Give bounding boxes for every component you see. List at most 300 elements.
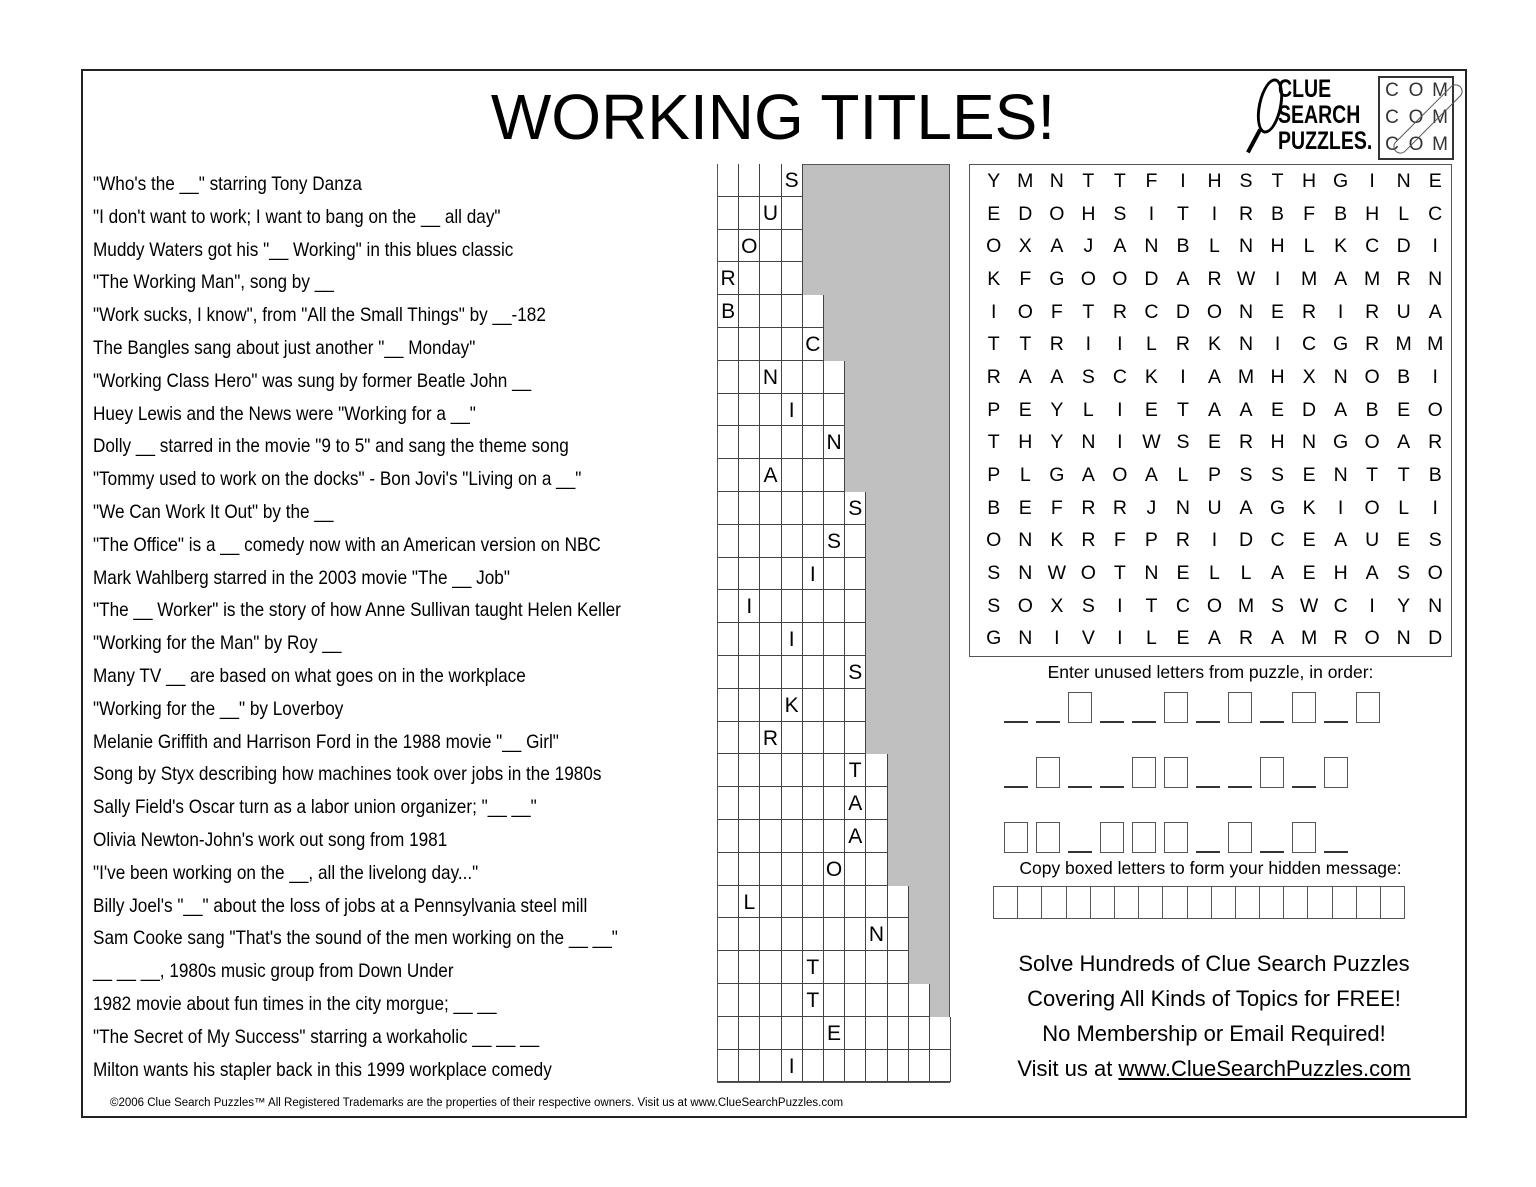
answer-cell[interactable] bbox=[760, 853, 781, 886]
answer-cell[interactable]: S bbox=[782, 164, 803, 197]
answer-cell[interactable] bbox=[739, 525, 760, 558]
answer-cell[interactable] bbox=[739, 394, 760, 427]
word-search-letter[interactable]: M bbox=[1427, 333, 1444, 356]
answer-cell[interactable] bbox=[718, 787, 739, 820]
answer-cell[interactable] bbox=[739, 853, 760, 886]
answer-cell[interactable] bbox=[739, 787, 760, 820]
answer-cell[interactable] bbox=[760, 689, 781, 722]
answer-cell[interactable] bbox=[866, 984, 887, 1017]
answer-cell[interactable] bbox=[824, 689, 845, 722]
word-search-letter[interactable]: O bbox=[1427, 562, 1443, 585]
answer-cell[interactable] bbox=[760, 951, 781, 984]
answer-cell[interactable] bbox=[739, 328, 760, 361]
letter-box[interactable] bbox=[1292, 692, 1316, 723]
word-search-letter[interactable]: T bbox=[1113, 562, 1126, 585]
word-search-letter[interactable]: L bbox=[1209, 562, 1220, 585]
answer-cell[interactable] bbox=[845, 918, 866, 951]
answer-cell[interactable] bbox=[782, 459, 803, 492]
word-search-letter[interactable]: O bbox=[1206, 594, 1223, 617]
word-search-letter[interactable]: S bbox=[1397, 562, 1411, 585]
word-search-letter[interactable]: H bbox=[1333, 562, 1348, 585]
word-search-letter[interactable]: I bbox=[1117, 398, 1123, 421]
message-box[interactable] bbox=[1212, 887, 1236, 918]
answer-cell[interactable] bbox=[760, 525, 781, 558]
word-search-letter[interactable]: K bbox=[1050, 529, 1064, 552]
word-search-letter[interactable]: S bbox=[1113, 202, 1127, 225]
word-search-letter[interactable]: G bbox=[1049, 267, 1065, 290]
answer-cell[interactable] bbox=[824, 558, 845, 591]
word-search-letter[interactable]: E bbox=[1302, 464, 1316, 487]
word-search-letter[interactable]: C bbox=[1175, 594, 1190, 617]
word-search-letter[interactable]: F bbox=[1019, 267, 1032, 290]
answer-cell[interactable] bbox=[909, 1050, 930, 1083]
answer-cell[interactable] bbox=[739, 754, 760, 787]
word-search-letter[interactable]: L bbox=[1303, 235, 1315, 258]
word-search-letter[interactable]: A bbox=[1207, 398, 1221, 421]
word-search-letter[interactable]: B bbox=[1365, 398, 1379, 421]
answer-cell[interactable] bbox=[803, 361, 824, 394]
answer-cell[interactable] bbox=[760, 230, 781, 263]
answer-cell[interactable] bbox=[888, 984, 909, 1017]
answer-cell[interactable]: E bbox=[824, 1017, 845, 1050]
answer-cell[interactable] bbox=[739, 689, 760, 722]
letter-box[interactable] bbox=[1164, 757, 1188, 788]
word-search-letter[interactable]: D bbox=[1018, 202, 1033, 225]
answer-cell[interactable] bbox=[760, 262, 781, 295]
word-search-letter[interactable]: E bbox=[1271, 300, 1285, 323]
word-search-letter[interactable]: I bbox=[1148, 202, 1155, 225]
word-search-letter[interactable]: E bbox=[1144, 398, 1158, 421]
answer-cell[interactable] bbox=[845, 623, 866, 656]
answer-cell[interactable] bbox=[760, 754, 781, 787]
word-search-letter[interactable]: C bbox=[1365, 235, 1380, 258]
answer-cell[interactable] bbox=[718, 656, 739, 689]
letter-box[interactable] bbox=[1260, 757, 1284, 788]
word-search-letter[interactable]: O bbox=[1206, 300, 1223, 323]
word-search-letter[interactable]: T bbox=[987, 431, 1000, 454]
answer-cell[interactable] bbox=[739, 722, 760, 755]
word-search-letter[interactable]: T bbox=[987, 333, 1000, 356]
answer-cell[interactable] bbox=[760, 984, 781, 1017]
answer-cell[interactable] bbox=[739, 262, 760, 295]
word-search-letter[interactable]: U bbox=[1365, 529, 1380, 552]
answer-cell[interactable] bbox=[824, 394, 845, 427]
answer-cell[interactable] bbox=[718, 853, 739, 886]
word-search-letter[interactable]: H bbox=[1302, 169, 1317, 192]
letter-blank[interactable] bbox=[1100, 721, 1124, 723]
word-search-letter[interactable]: N bbox=[1144, 562, 1159, 585]
answer-cell[interactable] bbox=[845, 689, 866, 722]
letter-blank[interactable] bbox=[1324, 851, 1348, 853]
answer-cell[interactable] bbox=[760, 394, 781, 427]
word-search-letter[interactable]: B bbox=[987, 496, 1001, 519]
word-search-letter[interactable]: A bbox=[1334, 267, 1348, 290]
word-search-letter[interactable]: G bbox=[1049, 464, 1065, 487]
letter-box[interactable] bbox=[1132, 822, 1156, 853]
message-box[interactable] bbox=[1357, 887, 1381, 918]
answer-cell[interactable] bbox=[718, 197, 739, 230]
word-search-letter[interactable]: T bbox=[1145, 594, 1158, 617]
answer-cell[interactable] bbox=[718, 689, 739, 722]
letter-box[interactable] bbox=[1132, 757, 1156, 788]
word-search-letter[interactable]: A bbox=[1176, 267, 1190, 290]
answer-cell[interactable] bbox=[718, 590, 739, 623]
answer-cell[interactable] bbox=[782, 230, 803, 263]
word-search-letter[interactable]: L bbox=[1145, 333, 1157, 356]
word-search-letter[interactable]: B bbox=[1397, 365, 1411, 388]
word-search-letter[interactable]: B bbox=[1271, 202, 1285, 225]
word-search-letter[interactable]: R bbox=[1112, 496, 1127, 519]
word-search-letter[interactable]: O bbox=[1427, 398, 1443, 421]
answer-cell[interactable] bbox=[803, 820, 824, 853]
answer-cell[interactable] bbox=[824, 492, 845, 525]
word-search-letter[interactable]: R bbox=[1238, 431, 1254, 454]
answer-cell[interactable] bbox=[760, 328, 781, 361]
word-search-letter[interactable]: C bbox=[1270, 529, 1285, 552]
word-search-letter[interactable]: I bbox=[1117, 594, 1123, 617]
message-box[interactable] bbox=[1091, 887, 1115, 918]
letter-box[interactable] bbox=[1100, 822, 1124, 853]
word-search-letter[interactable]: I bbox=[1369, 169, 1375, 192]
word-search-letter[interactable]: E bbox=[1302, 529, 1316, 552]
message-box[interactable] bbox=[1188, 887, 1212, 918]
answer-cell[interactable] bbox=[803, 689, 824, 722]
answer-cell[interactable] bbox=[718, 886, 739, 919]
answer-cell[interactable] bbox=[803, 918, 824, 951]
word-search-letter[interactable]: G bbox=[986, 627, 1002, 650]
word-search-letter[interactable]: P bbox=[987, 464, 1001, 487]
word-search-letter[interactable]: R bbox=[1175, 333, 1190, 356]
answer-cell[interactable] bbox=[930, 1050, 951, 1083]
answer-cell[interactable] bbox=[718, 918, 739, 951]
word-search-letter[interactable]: X bbox=[1050, 594, 1064, 617]
word-search-letter[interactable]: F bbox=[1303, 202, 1316, 225]
word-search-letter[interactable]: D bbox=[1428, 627, 1443, 650]
word-search-letter[interactable]: I bbox=[991, 300, 997, 323]
word-search-letter[interactable]: T bbox=[1019, 333, 1032, 356]
answer-cell[interactable] bbox=[845, 853, 866, 886]
word-search-letter[interactable]: A bbox=[1334, 398, 1348, 421]
word-search-letter[interactable]: R bbox=[1302, 300, 1317, 323]
answer-cell[interactable] bbox=[760, 886, 781, 919]
answer-cell[interactable] bbox=[718, 558, 739, 591]
answer-cell[interactable] bbox=[718, 328, 739, 361]
word-search-letter[interactable]: R bbox=[1428, 431, 1443, 454]
word-search-letter[interactable]: R bbox=[1081, 529, 1096, 552]
word-search-letter[interactable]: I bbox=[1180, 365, 1186, 388]
answer-cell[interactable] bbox=[803, 623, 824, 656]
letter-blank[interactable] bbox=[1100, 786, 1124, 788]
word-search-letter[interactable]: O bbox=[1364, 431, 1380, 454]
word-search-letter[interactable]: F bbox=[1113, 529, 1126, 552]
word-search-letter[interactable]: A bbox=[1271, 562, 1285, 585]
word-search-letter[interactable]: C bbox=[1428, 202, 1443, 225]
answer-cell[interactable]: N bbox=[760, 361, 781, 394]
letter-blank[interactable] bbox=[1324, 721, 1348, 723]
word-search-letter[interactable]: R bbox=[1112, 300, 1127, 323]
word-search-letter[interactable]: B bbox=[1176, 235, 1190, 258]
word-search-letter[interactable]: O bbox=[1364, 496, 1380, 519]
answer-cell[interactable] bbox=[760, 590, 781, 623]
letter-box[interactable] bbox=[1068, 692, 1092, 723]
answer-cell[interactable]: L bbox=[739, 886, 760, 919]
answer-cell[interactable] bbox=[718, 525, 739, 558]
word-search-letter[interactable]: S bbox=[1239, 464, 1253, 487]
answer-cell[interactable] bbox=[824, 459, 845, 492]
word-search-letter[interactable]: E bbox=[1176, 627, 1190, 650]
word-search-letter[interactable]: O bbox=[1080, 267, 1096, 290]
word-search-letter[interactable]: Y bbox=[1397, 594, 1411, 617]
word-search-letter[interactable]: I bbox=[1180, 169, 1186, 192]
word-search-letter[interactable]: D bbox=[1302, 398, 1317, 421]
word-search-letter[interactable]: D bbox=[1238, 529, 1254, 552]
answer-cell[interactable] bbox=[866, 1050, 887, 1083]
letter-box[interactable] bbox=[1356, 692, 1380, 723]
word-search-letter[interactable]: T bbox=[1271, 169, 1284, 192]
answer-cell[interactable] bbox=[718, 754, 739, 787]
answer-cell[interactable] bbox=[782, 492, 803, 525]
word-search-letter[interactable]: E bbox=[1207, 431, 1221, 454]
answer-cell[interactable] bbox=[782, 886, 803, 919]
answer-cell[interactable] bbox=[888, 886, 909, 919]
answer-cell[interactable]: T bbox=[803, 951, 824, 984]
word-search-letter[interactable]: S bbox=[1428, 529, 1442, 552]
answer-cell[interactable] bbox=[824, 361, 845, 394]
answer-cell[interactable] bbox=[845, 558, 866, 591]
word-search-letter[interactable]: N bbox=[1333, 464, 1348, 487]
answer-cell[interactable] bbox=[803, 295, 824, 328]
word-search-letter[interactable]: A bbox=[1144, 464, 1158, 487]
word-search-letter[interactable]: S bbox=[1176, 431, 1190, 454]
answer-cell[interactable] bbox=[782, 853, 803, 886]
letter-box[interactable] bbox=[1004, 822, 1028, 853]
word-search-letter[interactable]: E bbox=[1271, 398, 1285, 421]
answer-cell[interactable] bbox=[803, 590, 824, 623]
word-search-letter[interactable]: O bbox=[1080, 562, 1096, 585]
answer-cell[interactable] bbox=[782, 295, 803, 328]
word-search-letter[interactable]: R bbox=[1238, 627, 1254, 650]
word-search-letter[interactable]: O bbox=[1017, 594, 1033, 617]
word-search-letter[interactable]: L bbox=[1145, 627, 1157, 650]
word-search-letter[interactable]: H bbox=[1081, 202, 1096, 225]
word-search-letter[interactable]: C bbox=[1112, 365, 1127, 388]
answer-cell[interactable]: O bbox=[739, 230, 760, 263]
answer-cell[interactable] bbox=[739, 295, 760, 328]
answer-cell[interactable] bbox=[718, 164, 739, 197]
answer-cell[interactable]: T bbox=[845, 754, 866, 787]
answer-cell[interactable] bbox=[824, 590, 845, 623]
word-search-letter[interactable]: D bbox=[1175, 300, 1190, 323]
word-search-letter[interactable]: U bbox=[1396, 300, 1411, 323]
word-search-letter[interactable]: I bbox=[1337, 496, 1344, 519]
word-search-letter[interactable]: Y bbox=[987, 169, 1001, 192]
message-box[interactable] bbox=[1163, 887, 1187, 918]
word-search-letter[interactable]: O bbox=[1049, 202, 1065, 225]
answer-cell[interactable] bbox=[718, 820, 739, 853]
word-search-letter[interactable]: L bbox=[1398, 496, 1410, 519]
answer-cell[interactable]: A bbox=[760, 459, 781, 492]
answer-cell[interactable] bbox=[782, 558, 803, 591]
answer-cell[interactable] bbox=[866, 787, 887, 820]
answer-cell[interactable] bbox=[739, 197, 760, 230]
message-box[interactable] bbox=[1236, 887, 1260, 918]
answer-cell[interactable] bbox=[782, 590, 803, 623]
word-search-letter[interactable]: M bbox=[1364, 267, 1381, 290]
word-search-letter[interactable]: X bbox=[1302, 365, 1316, 388]
word-search-letter[interactable]: T bbox=[1082, 300, 1095, 323]
answer-cell[interactable] bbox=[803, 853, 824, 886]
word-search-letter[interactable]: U bbox=[1207, 496, 1222, 519]
word-search-letter[interactable]: N bbox=[1018, 627, 1033, 650]
word-search-letter[interactable]: K bbox=[1207, 333, 1221, 356]
letter-box[interactable] bbox=[1228, 692, 1252, 723]
word-search-letter[interactable]: M bbox=[1300, 627, 1318, 650]
word-search-letter[interactable]: J bbox=[1083, 235, 1094, 258]
word-search-letter[interactable]: R bbox=[1207, 267, 1222, 290]
word-search-letter[interactable]: E bbox=[987, 202, 1001, 225]
answer-cell[interactable]: I bbox=[782, 394, 803, 427]
answer-cell[interactable] bbox=[739, 656, 760, 689]
answer-cell[interactable]: I bbox=[803, 558, 824, 591]
word-search-letter[interactable]: T bbox=[1366, 464, 1379, 487]
word-search-letter[interactable]: S bbox=[1239, 169, 1253, 192]
word-search-letter[interactable]: N bbox=[1238, 300, 1254, 323]
word-search-letter[interactable]: A bbox=[1207, 365, 1221, 388]
letter-blank[interactable] bbox=[1068, 851, 1092, 853]
answer-cell[interactable]: N bbox=[866, 918, 887, 951]
answer-cell[interactable] bbox=[824, 886, 845, 919]
word-search-letter[interactable]: N bbox=[1396, 627, 1411, 650]
word-search-letter[interactable]: N bbox=[1175, 496, 1190, 519]
word-search-letter[interactable]: I bbox=[1432, 365, 1438, 388]
message-box[interactable] bbox=[1115, 887, 1139, 918]
word-search-letter[interactable]: O bbox=[986, 235, 1002, 258]
letter-blank[interactable] bbox=[1004, 721, 1028, 723]
answer-cell[interactable] bbox=[824, 656, 845, 689]
answer-cell[interactable] bbox=[718, 722, 739, 755]
answer-cell[interactable]: A bbox=[845, 820, 866, 853]
answer-cell[interactable] bbox=[782, 525, 803, 558]
letter-box[interactable] bbox=[1292, 822, 1316, 853]
word-search-letter[interactable]: S bbox=[987, 562, 1001, 585]
answer-cell[interactable] bbox=[718, 984, 739, 1017]
word-search-letter[interactable]: H bbox=[1207, 169, 1222, 192]
word-search-letter[interactable]: A bbox=[1428, 300, 1442, 323]
word-search-letter[interactable]: S bbox=[1081, 365, 1095, 388]
word-search-letter[interactable]: L bbox=[1398, 202, 1410, 225]
word-search-letter[interactable]: K bbox=[1334, 235, 1348, 258]
answer-cell[interactable] bbox=[739, 492, 760, 525]
answer-cell[interactable] bbox=[930, 1017, 951, 1050]
word-search-letter[interactable]: I bbox=[1337, 300, 1344, 323]
answer-cell[interactable] bbox=[845, 984, 866, 1017]
word-search-letter[interactable]: N bbox=[1018, 562, 1033, 585]
answer-cell[interactable]: B bbox=[718, 295, 739, 328]
answer-cell[interactable]: N bbox=[824, 426, 845, 459]
answer-cell[interactable] bbox=[866, 853, 887, 886]
word-search-letter[interactable]: A bbox=[1271, 627, 1285, 650]
word-search-letter[interactable]: O bbox=[1364, 627, 1380, 650]
answer-cell[interactable] bbox=[718, 426, 739, 459]
answer-cell[interactable] bbox=[824, 951, 845, 984]
answer-cell[interactable] bbox=[845, 722, 866, 755]
answer-cell[interactable] bbox=[739, 623, 760, 656]
website-link[interactable]: www.ClueSearchPuzzles.com bbox=[1118, 1056, 1411, 1081]
word-search-letter[interactable]: N bbox=[1238, 333, 1254, 356]
answer-cell[interactable] bbox=[803, 426, 824, 459]
word-search-letter[interactable]: E bbox=[1176, 562, 1190, 585]
word-search-letter[interactable]: E bbox=[1397, 398, 1411, 421]
message-box[interactable] bbox=[1067, 887, 1091, 918]
answer-cell[interactable] bbox=[845, 1017, 866, 1050]
answer-cell[interactable] bbox=[845, 886, 866, 919]
word-search-letter[interactable]: A bbox=[1365, 562, 1379, 585]
letter-box[interactable] bbox=[1036, 822, 1060, 853]
answer-cell[interactable] bbox=[909, 1017, 930, 1050]
answer-cell[interactable] bbox=[782, 787, 803, 820]
answer-cell[interactable] bbox=[718, 951, 739, 984]
word-search-letter[interactable]: F bbox=[1145, 169, 1158, 192]
word-search-letter[interactable]: N bbox=[1018, 529, 1033, 552]
answer-cell[interactable]: A bbox=[845, 787, 866, 820]
word-search-letter[interactable]: N bbox=[1428, 267, 1443, 290]
message-box[interactable] bbox=[1381, 887, 1405, 918]
answer-cell[interactable] bbox=[718, 459, 739, 492]
word-search-letter[interactable]: N bbox=[1396, 169, 1411, 192]
answer-cell[interactable] bbox=[866, 820, 887, 853]
answer-cell[interactable] bbox=[782, 262, 803, 295]
word-search-letter[interactable]: I bbox=[1274, 333, 1281, 356]
word-search-letter[interactable]: R bbox=[1333, 627, 1348, 650]
answer-cell[interactable] bbox=[760, 164, 781, 197]
answer-cell[interactable] bbox=[803, 787, 824, 820]
answer-cell[interactable] bbox=[824, 820, 845, 853]
answer-cell[interactable] bbox=[782, 328, 803, 361]
word-search-letter[interactable]: K bbox=[1302, 496, 1316, 519]
answer-cell[interactable] bbox=[739, 1050, 760, 1083]
word-search-letter[interactable]: I bbox=[1117, 431, 1123, 454]
answer-cell[interactable] bbox=[782, 918, 803, 951]
answer-cell[interactable] bbox=[845, 1050, 866, 1083]
message-box[interactable] bbox=[1308, 887, 1332, 918]
answer-cell[interactable] bbox=[782, 984, 803, 1017]
word-search-letter[interactable]: A bbox=[1334, 529, 1348, 552]
word-search-letter[interactable]: A bbox=[1081, 464, 1095, 487]
word-search-letter[interactable]: S bbox=[1081, 594, 1095, 617]
word-search-letter[interactable]: T bbox=[1113, 169, 1126, 192]
answer-cell[interactable] bbox=[760, 295, 781, 328]
word-search-letter[interactable]: N bbox=[1144, 235, 1159, 258]
answer-cell[interactable] bbox=[803, 459, 824, 492]
word-search-letter[interactable]: E bbox=[1428, 169, 1442, 192]
letter-blank[interactable] bbox=[1260, 851, 1284, 853]
word-search-letter[interactable]: N bbox=[1238, 235, 1254, 258]
word-search-letter[interactable]: S bbox=[1271, 594, 1285, 617]
word-search-letter[interactable]: F bbox=[1050, 300, 1063, 323]
answer-cell[interactable] bbox=[803, 525, 824, 558]
word-search-letter[interactable]: O bbox=[986, 529, 1002, 552]
answer-cell[interactable] bbox=[739, 459, 760, 492]
answer-cell[interactable] bbox=[718, 230, 739, 263]
answer-cell[interactable] bbox=[803, 492, 824, 525]
answer-cell[interactable] bbox=[888, 918, 909, 951]
letter-blank[interactable] bbox=[1036, 721, 1060, 723]
word-search-letter[interactable]: R bbox=[1175, 529, 1190, 552]
answer-cell[interactable] bbox=[760, 820, 781, 853]
answer-cell[interactable] bbox=[718, 361, 739, 394]
word-search-letter[interactable]: L bbox=[1209, 235, 1220, 258]
word-search-letter[interactable]: M bbox=[1237, 365, 1255, 388]
